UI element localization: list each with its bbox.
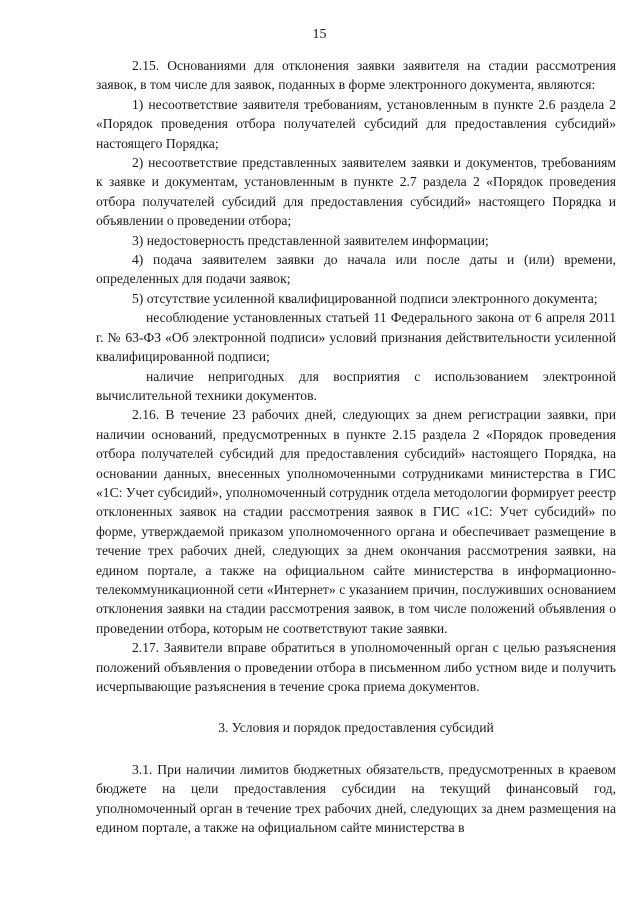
document-body xyxy=(96,56,616,837)
sub-item-signature: несоблюдение установленных статьей 11 Федерального закона от 6 апреля 2011 г. № 63-ФЗ «Об электронной подписи» условий признания действительности усиленной квалифицированной подписи; xyxy=(96,310,616,365)
paragraph-3-1: 3.1. При наличии лимитов бюджетных обязательств, предусмотренных в краевом бюджете на цели предоставления субсидии на текущий финансовый год, уполномоченный орган в течение трех рабочих дней, следующих за днем размещения на едином портале, а также на официальном сайте министерства в xyxy=(96,761,616,836)
list-item-3: 3) недостоверность представленной заявителем информации; xyxy=(132,232,489,248)
sub-item-unreadable: наличие непригодных для восприятия с использованием электронной вычислительной техники документов. xyxy=(96,368,616,403)
page-number: 15 xyxy=(312,27,327,42)
list-item-5: 5) отсутствие усиленной квалифицированной подписи электронного документа; xyxy=(132,290,598,306)
paragraph-2-15: 2.15. Основаниями для отклонения заявки заявителя на стадии рассмотрения заявок, в том числе для заявок, поданных в форме электронного документа, являются: xyxy=(96,58,616,93)
list-item-1: 1) несоответствие заявителя требованиям, установленным в пункте 2.6 раздела 2 «Порядок проведения отбора получателей субсидий для предоставления субсидий» настоящего Порядка; xyxy=(96,96,616,151)
list-item-4: 4) подача заявителем заявки до начала или после даты и (или) времени, определенных для подачи заявок; xyxy=(96,252,616,287)
section-heading: 3. Условия и порядок предоставления субсидий xyxy=(218,720,494,736)
list-item-2: 2) несоответствие представленных заявителем заявки и документов, требованиям к заявке и документам, установленным в пункте 2.7 раздела 2 «Порядок проведения отбора получателей субсидий для предоставления субсидий» настоящего Порядка и объявлении о проведении отбора; xyxy=(96,155,616,229)
paragraph-2-16: 2.16. В течение 23 рабочих дней, следующих за днем регистрации заявки, при наличии оснований, предусмотренных в пункте 2.15 раздела 2 «Порядок проведения отбора получателей субсидий для предоставления субсидий» настоящего Порядка, на основании данных, внесенных уполномоченными сотрудниками министерства в ГИС «1С: Учет субсидий», уполномоченный сотрудник отдела методологии формирует реестр отклоненных заявок на стадии рассмотрения заявок в ГИС «1С: Учет субсидий» по форме, утверждаемой приказом уполномоченного органа и обеспечивает размещение в течение трех рабочих дней, следующих за днем окончания рассмотрения заявки, на едином портале, а также на официальном сайте министерства в информационно-телекоммуникационной сети «Интернет» с указанием причин, послуживших основанием отклонения заявки на стадии рассмотрения заявок, в том числе положений объявления о проведении отбора, которым не соответствуют такие заявки. xyxy=(96,407,616,636)
paragraph-2-17: 2.17. Заявители вправе обратиться в уполномоченный орган с целью разъяснения положений объявления о проведении отбора в письменном либо устном виде и получить исчерпывающие разъяснения в течение срока приема документов. xyxy=(96,640,616,694)
